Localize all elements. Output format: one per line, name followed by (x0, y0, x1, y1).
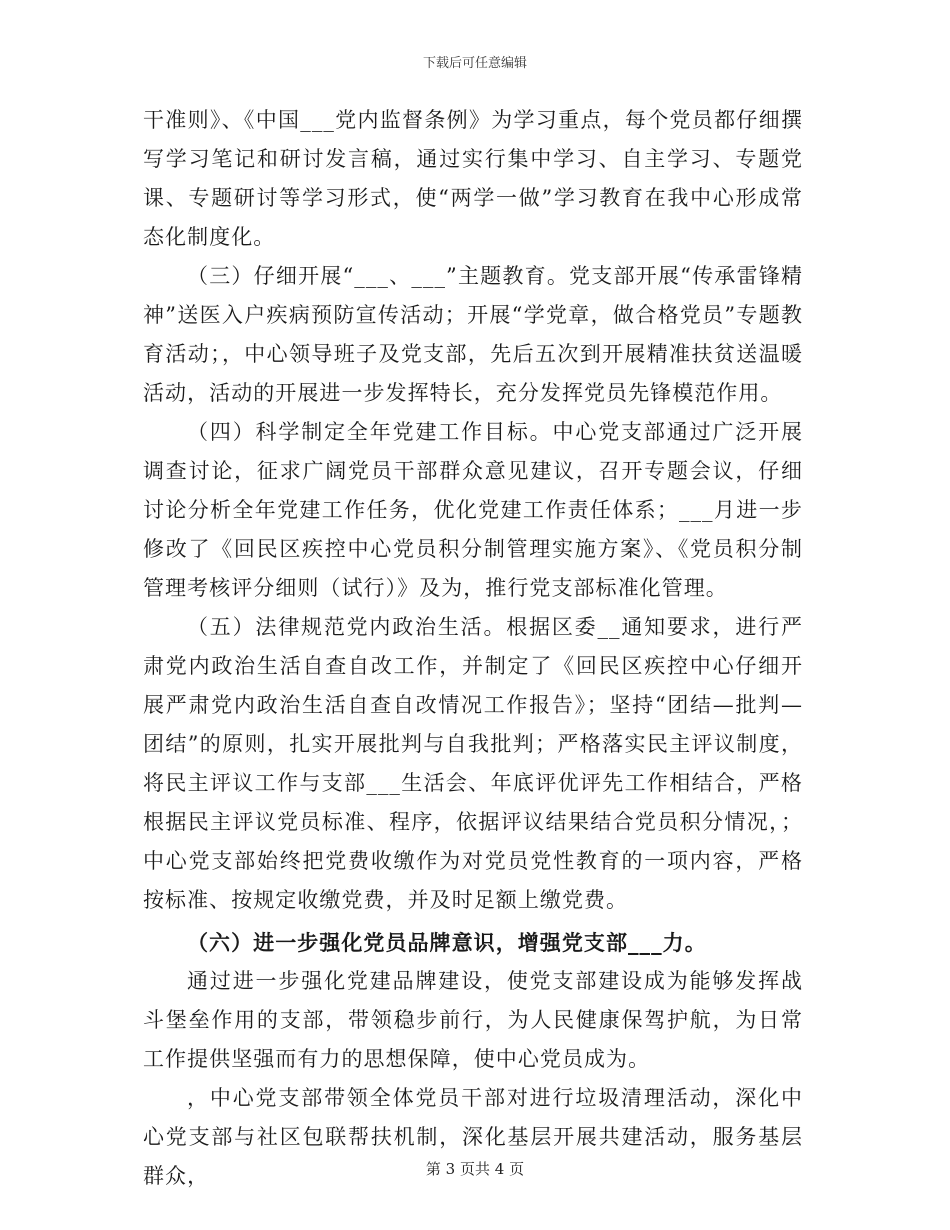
paragraph-section-6-activities: ，中心党支部带领全体党员干部对进行垃圾清理活动，深化中心党支部与社区包联帮扶机制，深化基层开展共建活动，服务基层群众， (143, 1086, 803, 1188)
page-number: 第 3 页共 4 页 (425, 1160, 525, 1178)
page-header-note: 下载后可任意编辑 (422, 56, 527, 71)
paragraph-section-6-body: 通过进一步强化党建品牌建设，使党支部建设成为能够发挥战斗堡垒作用的支部，带领稳步前行，为人民健康保驾护航，为日常工作提供坚强而有力的思想保障，使中心党员成为。 (143, 969, 803, 1071)
paragraph-section-5: （五）法律规范党内政治生活。根据区委__通知要求，进行严肃党内政治生活自查自改工作，并制定了《回民区疾控中心仔细开展严肃党内政治生活自查自改情况工作报告》；坚持“团结—批判—团结”的原则，扎实开展批判与自我批判；严格落实民主评议制度，将民主评议工作与支部___生活会、年底评优评先工作相结合，严格根据民主评议党员标准、程序，依据评议结果结合党员积分情况，；中心党支部始终把党费收缴作为对党员党性教育的一项内容，严格按标准、按规定收缴党费，并及时足额上缴党费。 (143, 615, 803, 912)
paragraph-continuation: 干准则》、《中国___党内监督条例》为学习重点，每个党员都仔细撰写学习笔记和研讨发言稿，通过实行集中学习、自主学习、专题党课、专题研讨等学习形式，使“两学一做”学习教育在我中心形成常态化制度化。 (143, 108, 803, 249)
section-heading-6: （六）进一步强化党员品牌意识，增强党支部___力。 (187, 930, 707, 955)
paragraph-section-4: （四）科学制定全年党建工作目标。中心党支部通过广泛开展调查讨论，征求广阔党员干部群众意见建议，召开专题会议，仔细讨论分析全年党建工作任务，优化党建工作责任体系；___月进一步修改了《回民区疾控中心党员积分制管理实施方案》、《党员积分制管理考核评分细则（试行）》及为，推行党支部标准化管理。 (143, 420, 803, 600)
paragraph-section-3: （三）仔细开展“___、___”主题教育。党支部开展“传承雷锋精神”送医入户疾病预防宣传活动；开展“学党章，做合格党员”专题教育活动；，中心领导班子及党支部，先后五次到开展精准扶贫送温暖活动，活动的开展进一步发挥特长，充分发挥党员先锋模范作用。 (143, 264, 803, 405)
document-body (143, 101, 803, 1196)
